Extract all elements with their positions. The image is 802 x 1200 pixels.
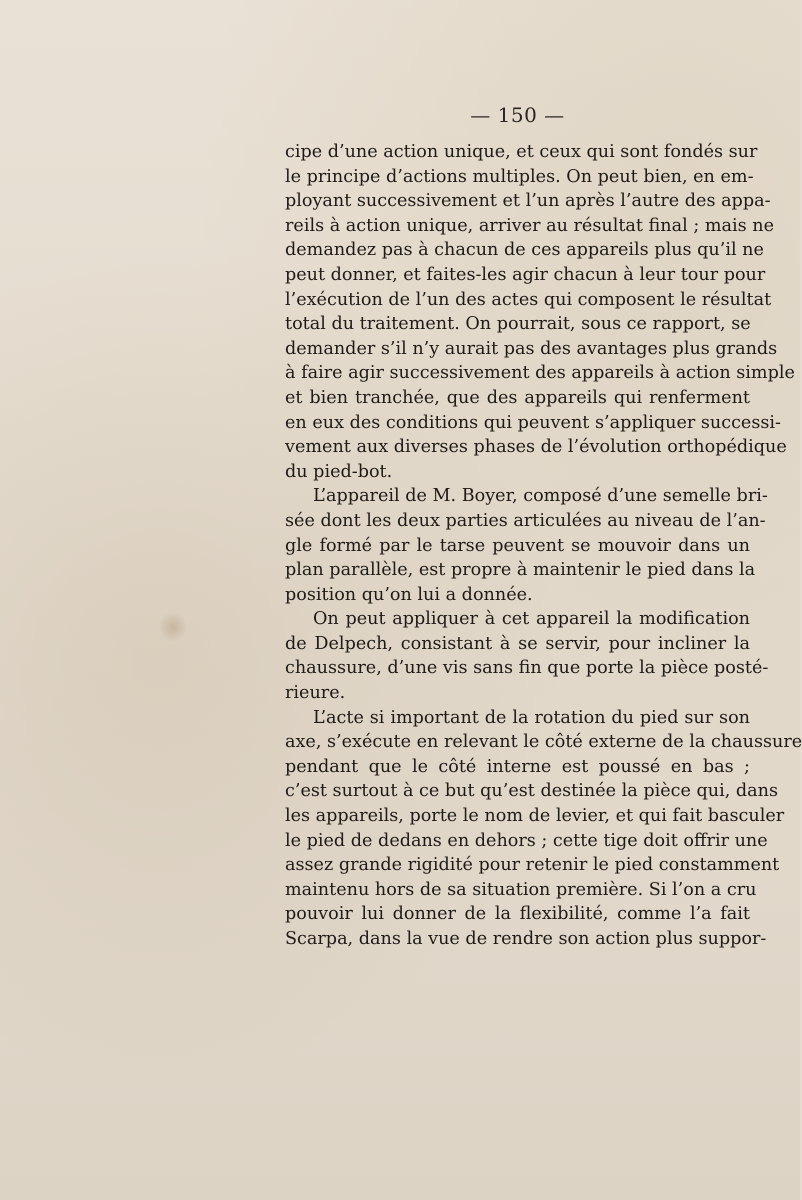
text-line: à faire agir successivement des appareils à action simple (285, 363, 795, 384)
text-line: du pied-bot. (285, 461, 393, 482)
paragraph-4 (285, 706, 802, 952)
text-line: de Delpech, consistant à se servir, pour incliner la (285, 633, 750, 654)
text-line: assez grande rigidité pour retenir le pied constamment (285, 855, 780, 876)
text-line: demandez pas à chacun de ces appareils plus qu’il ne (285, 240, 764, 261)
paper-stain (160, 610, 186, 644)
text-line: cipe d’une action unique, et ceux qui sont fondés sur (285, 142, 758, 162)
paragraph-2 (285, 484, 768, 607)
text-line: pendant que le côté interne est poussé en bas ; (285, 756, 750, 777)
text-line: le principe d’actions multiples. On peut bien, en em- (285, 166, 754, 187)
text-line: c’est surtout à ce but qu’est destinée la pièce qui, dans (285, 781, 778, 802)
text-line: On peut appliquer à cet appareil la modification (313, 609, 750, 630)
text-line: en eux des conditions qui peuvent s’appliquer successi- (285, 412, 781, 433)
paragraph-1 (285, 140, 795, 484)
paragraph-3 (285, 607, 769, 705)
text-line: L’acte si important de la rotation du pied sur son (313, 707, 750, 728)
text-line: vement aux diverses phases de l’évolution orthopédique (285, 437, 787, 458)
text-line: l’exécution de l’un des actes qui composent le résultat (285, 289, 772, 310)
text-line: gle formé par le tarse peuvent se mouvoir dans un (285, 535, 750, 556)
text-line: L’appareil de M. Boyer, composé d’une semelle bri- (313, 486, 768, 507)
text-line: pouvoir lui donner de la flexibilité, comme l’a fait (285, 904, 750, 925)
text-line: total du traitement. On pourrait, sous ce rapport, se (285, 314, 751, 335)
text-line: et bien tranchée, que des appareils qui renferment (285, 387, 750, 408)
text-line: sée dont les deux parties articulées au niveau de l’an- (285, 510, 766, 531)
text-line: chaussure, d’une vis sans fin que porte la pièce posté- (285, 658, 769, 679)
text-line: Scarpa, dans la vue de rendre son action plus suppor- (285, 929, 767, 949)
text-line: position qu’on lui a donnée. (285, 584, 533, 605)
text-line: ployant successivement et l’un après l’autre des appa- (285, 191, 771, 212)
text-line: axe, s’exécute en relevant le côté externe de la chaussure (285, 732, 802, 753)
text-line: demander s’il n’y aurait pas des avantages plus grands (285, 338, 778, 359)
page-number-header: — 150 — (470, 103, 565, 127)
text-line: reils à action unique, arriver au résultat final ; mais ne (285, 215, 775, 236)
text-line: maintenu hors de sa situation première. Si l’on a cru (285, 879, 757, 900)
text-line: les appareils, porte le nom de levier, et qui fait basculer (285, 806, 785, 827)
text-line: plan parallèle, est propre à maintenir le pied dans la (285, 560, 756, 581)
text-line: le pied de dedans en dehors ; cette tige doit offrir une (285, 830, 768, 851)
text-line: peut donner, et faites-les agir chacun à leur tour pour (285, 264, 766, 285)
body-text (285, 140, 802, 952)
text-line: rieure. (285, 683, 346, 704)
